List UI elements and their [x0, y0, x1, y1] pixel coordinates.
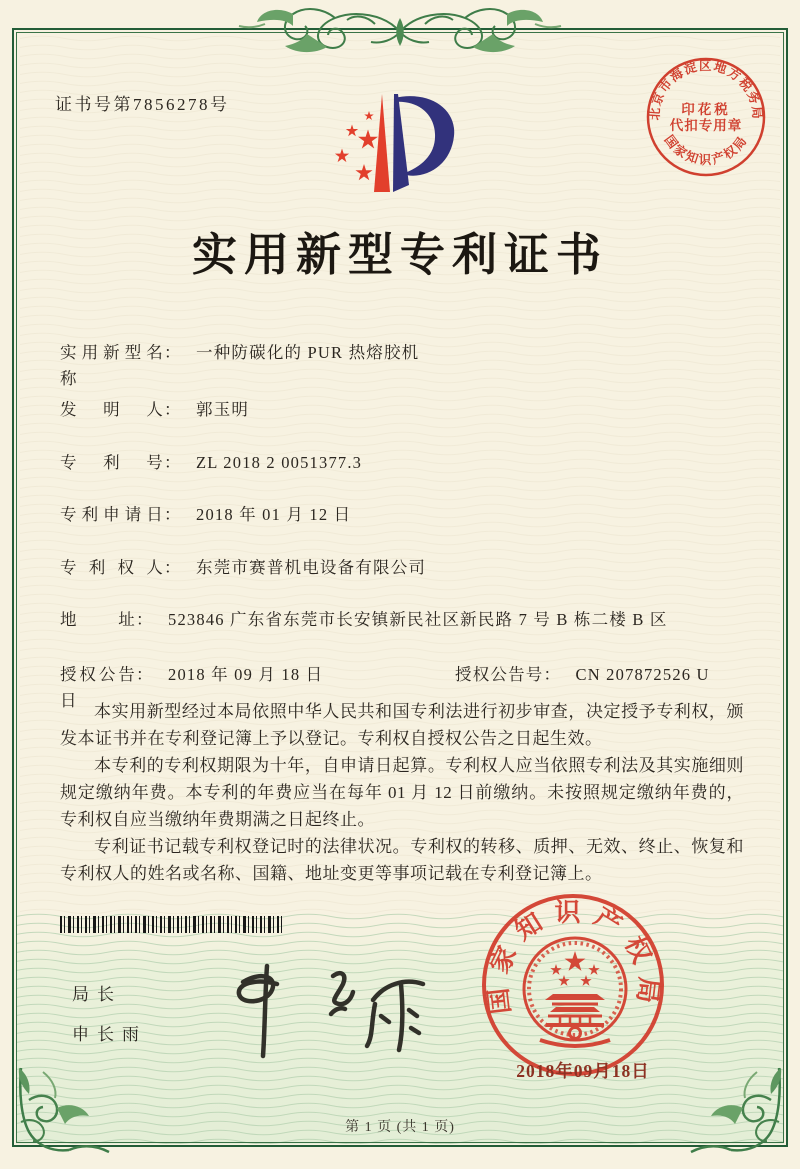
tax-stamp-seal: [641, 52, 771, 182]
page-footer: 第 1 页 (共 1 页): [345, 1120, 455, 1135]
certificate-number: 证书号第7856278号: [55, 95, 230, 114]
top-flourish-ornament-icon: [235, 2, 565, 58]
seal-date: 2018年09月18日: [516, 1061, 650, 1081]
field-colon: ：: [164, 343, 182, 362]
field-label: 专利号: [60, 453, 164, 472]
field-value: 2018 年 01 月 12 日: [196, 505, 352, 524]
field-label: 实用新型名称: [60, 343, 164, 388]
field-row-address: [60, 607, 750, 633]
field-row-inventor: [60, 397, 750, 423]
field-colon: ：: [136, 665, 154, 684]
legal-paragraph-2: 本专利的专利权期限为十年，自申请日起算。专利权人应当依照专利法及其实施细则规定缴纳年费。本专利的年费应当在每年 01 月 12 日前缴纳。未按照规定缴纳年费的，专利权自应当缴纳年费期满之日起终止。: [60, 756, 744, 829]
field-colon: ：: [164, 505, 182, 524]
field-colon: ：: [136, 610, 154, 629]
director-title: 局长: [72, 985, 122, 1004]
field-value: 一种防碳化的 PUR 热熔胶机: [196, 343, 420, 362]
tax-stamp-center-line1: 印花税: [681, 102, 731, 117]
corner-ornament-right-icon: [687, 1062, 787, 1157]
field-value: ZL 2018 2 0051377.3: [196, 453, 363, 472]
field-row-utility-model-name: [60, 340, 750, 392]
legal-paragraph-3: 专利证书记载专利权登记时的法律状况。专利权的转移、质押、无效、终止、恢复和专利权人的姓名或名称、国籍、地址变更等事项记载在专利登记簿上。: [60, 837, 744, 883]
field-label: 授权公告号: [455, 665, 544, 684]
field-row-patent-number: [60, 450, 750, 476]
legal-paragraph-1: 本实用新型经过本局依照中华人民共和国专利法进行初步审查，决定授予专利权，颁发本证书并在专利登记簿上予以登记。专利权自授权公告之日起生效。: [60, 702, 744, 748]
field-label: 专利权人: [60, 558, 164, 577]
field-label: 发明人: [60, 400, 164, 419]
cnipa-logo-icon: [330, 82, 485, 208]
corner-ornament-left-icon: [13, 1062, 113, 1157]
field-value: 郭玉明: [196, 400, 250, 419]
director-name: 申长雨: [72, 1025, 147, 1044]
field-row-patentee: [60, 555, 750, 581]
field-label: 授权公告日: [60, 665, 136, 710]
national-emblem-icon: [524, 938, 626, 1046]
field-colon: ：: [164, 558, 182, 577]
certificate-title: 实用新型专利证书: [191, 230, 608, 280]
barcode: [60, 916, 282, 933]
field-value: 东莞市赛普机电设备有限公司: [196, 558, 427, 577]
tax-stamp-center-line2: 代扣专用章: [669, 118, 743, 133]
field-row-grant-number: [455, 662, 710, 688]
field-row-filing-date: [60, 502, 750, 528]
field-label: 专利申请日: [60, 505, 164, 524]
tax-stamp-arc-top-text: 北京市海淀区地方税务局: [647, 59, 765, 121]
field-colon: ：: [543, 665, 562, 684]
field-label: 地址: [60, 610, 136, 629]
svg-text:国家知识产权局: [662, 133, 751, 167]
director-signature: [205, 948, 450, 1066]
legal-text-block: [60, 698, 744, 887]
field-value: 523846 广东省东莞市长安镇新民社区新民路 7 号 B 栋二楼 B 区: [168, 610, 668, 629]
field-value: 2018 年 09 月 18 日: [168, 665, 324, 684]
field-value: CN 207872526 U: [575, 665, 710, 684]
field-colon: ：: [164, 453, 182, 472]
cnipa-official-seal: [478, 890, 668, 1080]
tax-stamp-arc-bottom-text: 国家知识产权局: [661, 132, 751, 168]
field-colon: ：: [164, 400, 182, 419]
official-seal-arc-text: 国家知识产权局: [482, 897, 664, 1016]
